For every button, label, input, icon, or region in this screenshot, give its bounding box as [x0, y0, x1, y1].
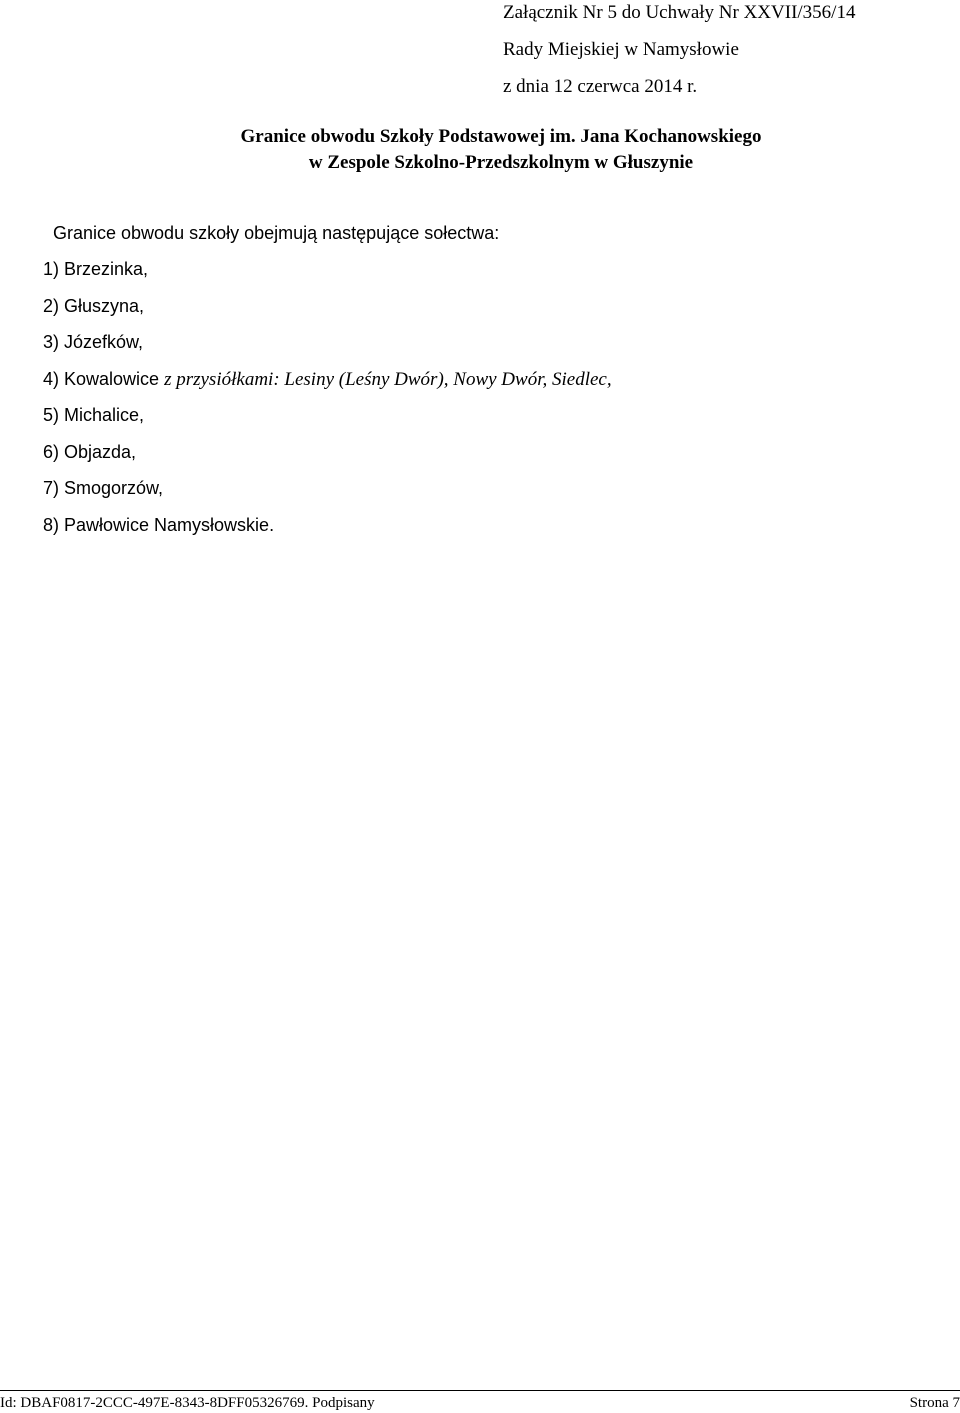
list-item-text: 2) Głuszyna,	[43, 295, 145, 316]
attachment-header-date: z dnia 12 czerwca 2014 r.	[503, 76, 698, 97]
list-item	[43, 477, 612, 514]
list-item-text: 7) Smogorzów,	[43, 478, 164, 498]
list-item-text: 4) Kowalowice	[43, 368, 165, 389]
intro-paragraph: Granice obwodu szkoły obejmują następujące sołectwa:	[53, 223, 500, 243]
list-item-text: 1) Brzezinka,	[43, 259, 149, 279]
list-item-text: 3) Józefków,	[43, 332, 144, 352]
footer-divider	[0, 1390, 960, 1391]
list-item	[43, 404, 612, 441]
document-title-line-1: Granice obwodu Szkoły Podstawowej im. Jana Kochanowskiego	[240, 126, 762, 147]
list-item	[43, 258, 612, 295]
list-item	[43, 368, 612, 405]
list-item-text: 5) Michalice,	[43, 405, 145, 425]
list-item-text: 6) Objazda,	[43, 441, 137, 462]
list-item	[43, 514, 612, 551]
list-item	[43, 441, 612, 478]
footer-page-number: Strona 7	[909, 1395, 960, 1411]
attachment-header-line-2: Rady Miejskiej w Namysłowie	[503, 39, 739, 60]
list-item-italic-note: z przysiółkami: Lesiny (Leśny Dwór), Nowy Dwór, Siedlec,	[164, 368, 612, 390]
list-item-text: 8) Pawłowice Namysłowskie.	[43, 514, 275, 535]
document-title-line-2: w Zespole Szkolno-Przedszkolnym w Głuszynie	[308, 152, 694, 173]
villages-list	[43, 258, 612, 550]
attachment-header-line-1: Załącznik Nr 5 do Uchwały Nr XXVII/356/14	[503, 2, 856, 23]
list-item	[43, 295, 612, 332]
list-item	[43, 331, 612, 368]
footer-document-id: Id: DBAF0817-2CCC-497E-8343-8DFF05326769. Podpisany	[0, 1395, 375, 1411]
